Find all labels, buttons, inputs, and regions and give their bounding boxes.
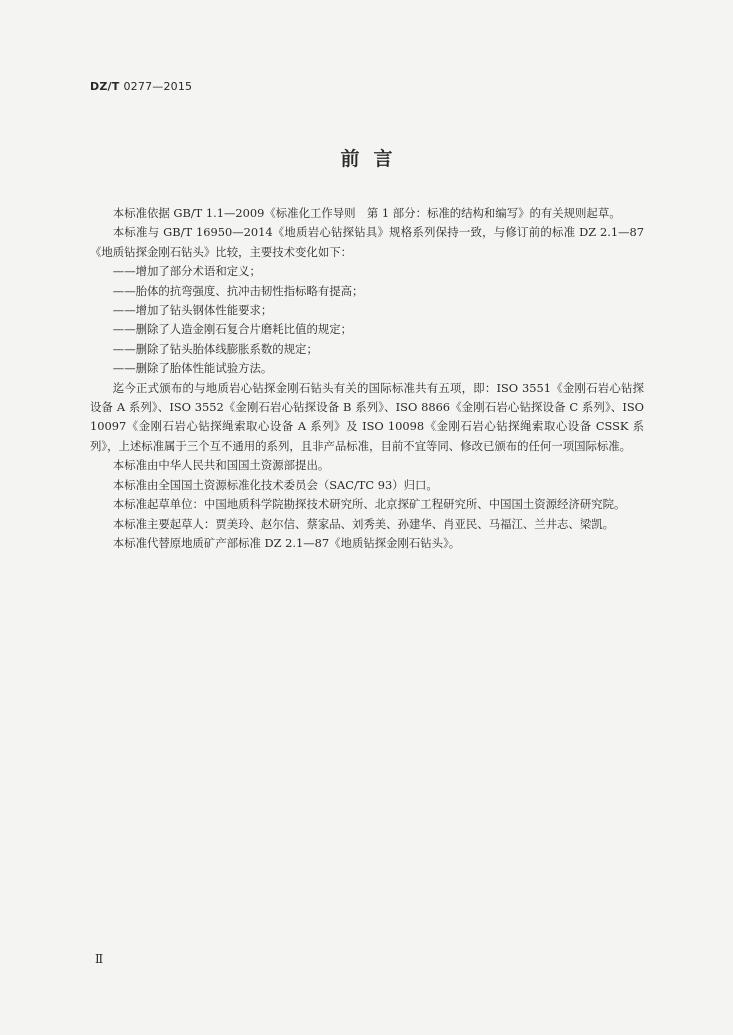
paragraph-committee: 本标准由全国国土资源标准化技术委员会（SAC/TC 93）归口。 bbox=[112, 477, 438, 492]
paragraph-drafting-units: 本标准起草单位：中国地质科学院勘探技术研究所、北京探矿工程研究所、中国国土资源经济研究院。 bbox=[112, 497, 626, 512]
change-item: ——胎体的抗弯强度、抗冲击韧性指标略有提高； bbox=[112, 283, 364, 298]
paragraph-drafters: 本标准主要起草人：贾美玲、赵尔信、蔡家品、刘秀美、孙建华、肖亚民、马福江、兰井志、梁凯。 bbox=[112, 516, 614, 531]
paragraph-proposer: 本标准由中华人民共和国国土资源部提出。 bbox=[112, 458, 330, 473]
change-item: ——删除了胎体性能试验方法。 bbox=[112, 361, 273, 376]
standard-code-prefix: DZ/T bbox=[90, 80, 120, 93]
page-title: 前言 bbox=[340, 148, 407, 170]
page-number: Ⅱ bbox=[95, 952, 104, 966]
paragraph-comparison: 本标准与 GB/T 16950—2014《地质岩心钻探钻具》规格系列保持一致，与修订前的标准 DZ 2.1—87《地质钻探金刚石钻头》比较，主要技术变化如下： bbox=[90, 225, 644, 259]
foreword-body bbox=[90, 204, 644, 553]
paragraph-replaces: 本标准代替原地质矿产部标准 DZ 2.1—87《地质钻探金刚石钻头》。 bbox=[112, 535, 461, 550]
change-item: ——增加了部分术语和定义； bbox=[112, 264, 261, 279]
change-item: ——删除了钻头胎体线膨胀系数的规定； bbox=[112, 341, 318, 356]
paragraph-basis: 本标准依据 GB/T 1.1—2009《标准化工作导则 第 1 部分：标准的结构和编写》的有关规则起草。 bbox=[112, 206, 621, 220]
change-item: ——增加了钻头钢体性能要求； bbox=[112, 303, 273, 318]
change-item: ——删除了人造金刚石复合片磨耗比值的规定； bbox=[112, 322, 353, 337]
standard-code bbox=[90, 80, 192, 93]
standard-code-number: 0277—2015 bbox=[123, 80, 193, 93]
paragraph-international-standards: 迄今正式颁布的与地质岩心钻探金刚石钻头有关的国际标准共有五项，即：ISO 3551《金刚石岩心钻探设备 A 系列》、ISO 3552《金刚石岩心钻探设备 B 系列》、ISO 8866《金刚石岩心钻探设备 C 系列》、ISO 10097《金刚石岩心钻探绳索取心设备 A 系列》及 ISO 10098《金刚石岩心钻探绳索取心设备 CSSK 系列》，上述标准属于三个互不通用的系列，且非产品标准，目前不宜等同、修改已颁布的任何一项国际标准。 bbox=[90, 380, 644, 453]
